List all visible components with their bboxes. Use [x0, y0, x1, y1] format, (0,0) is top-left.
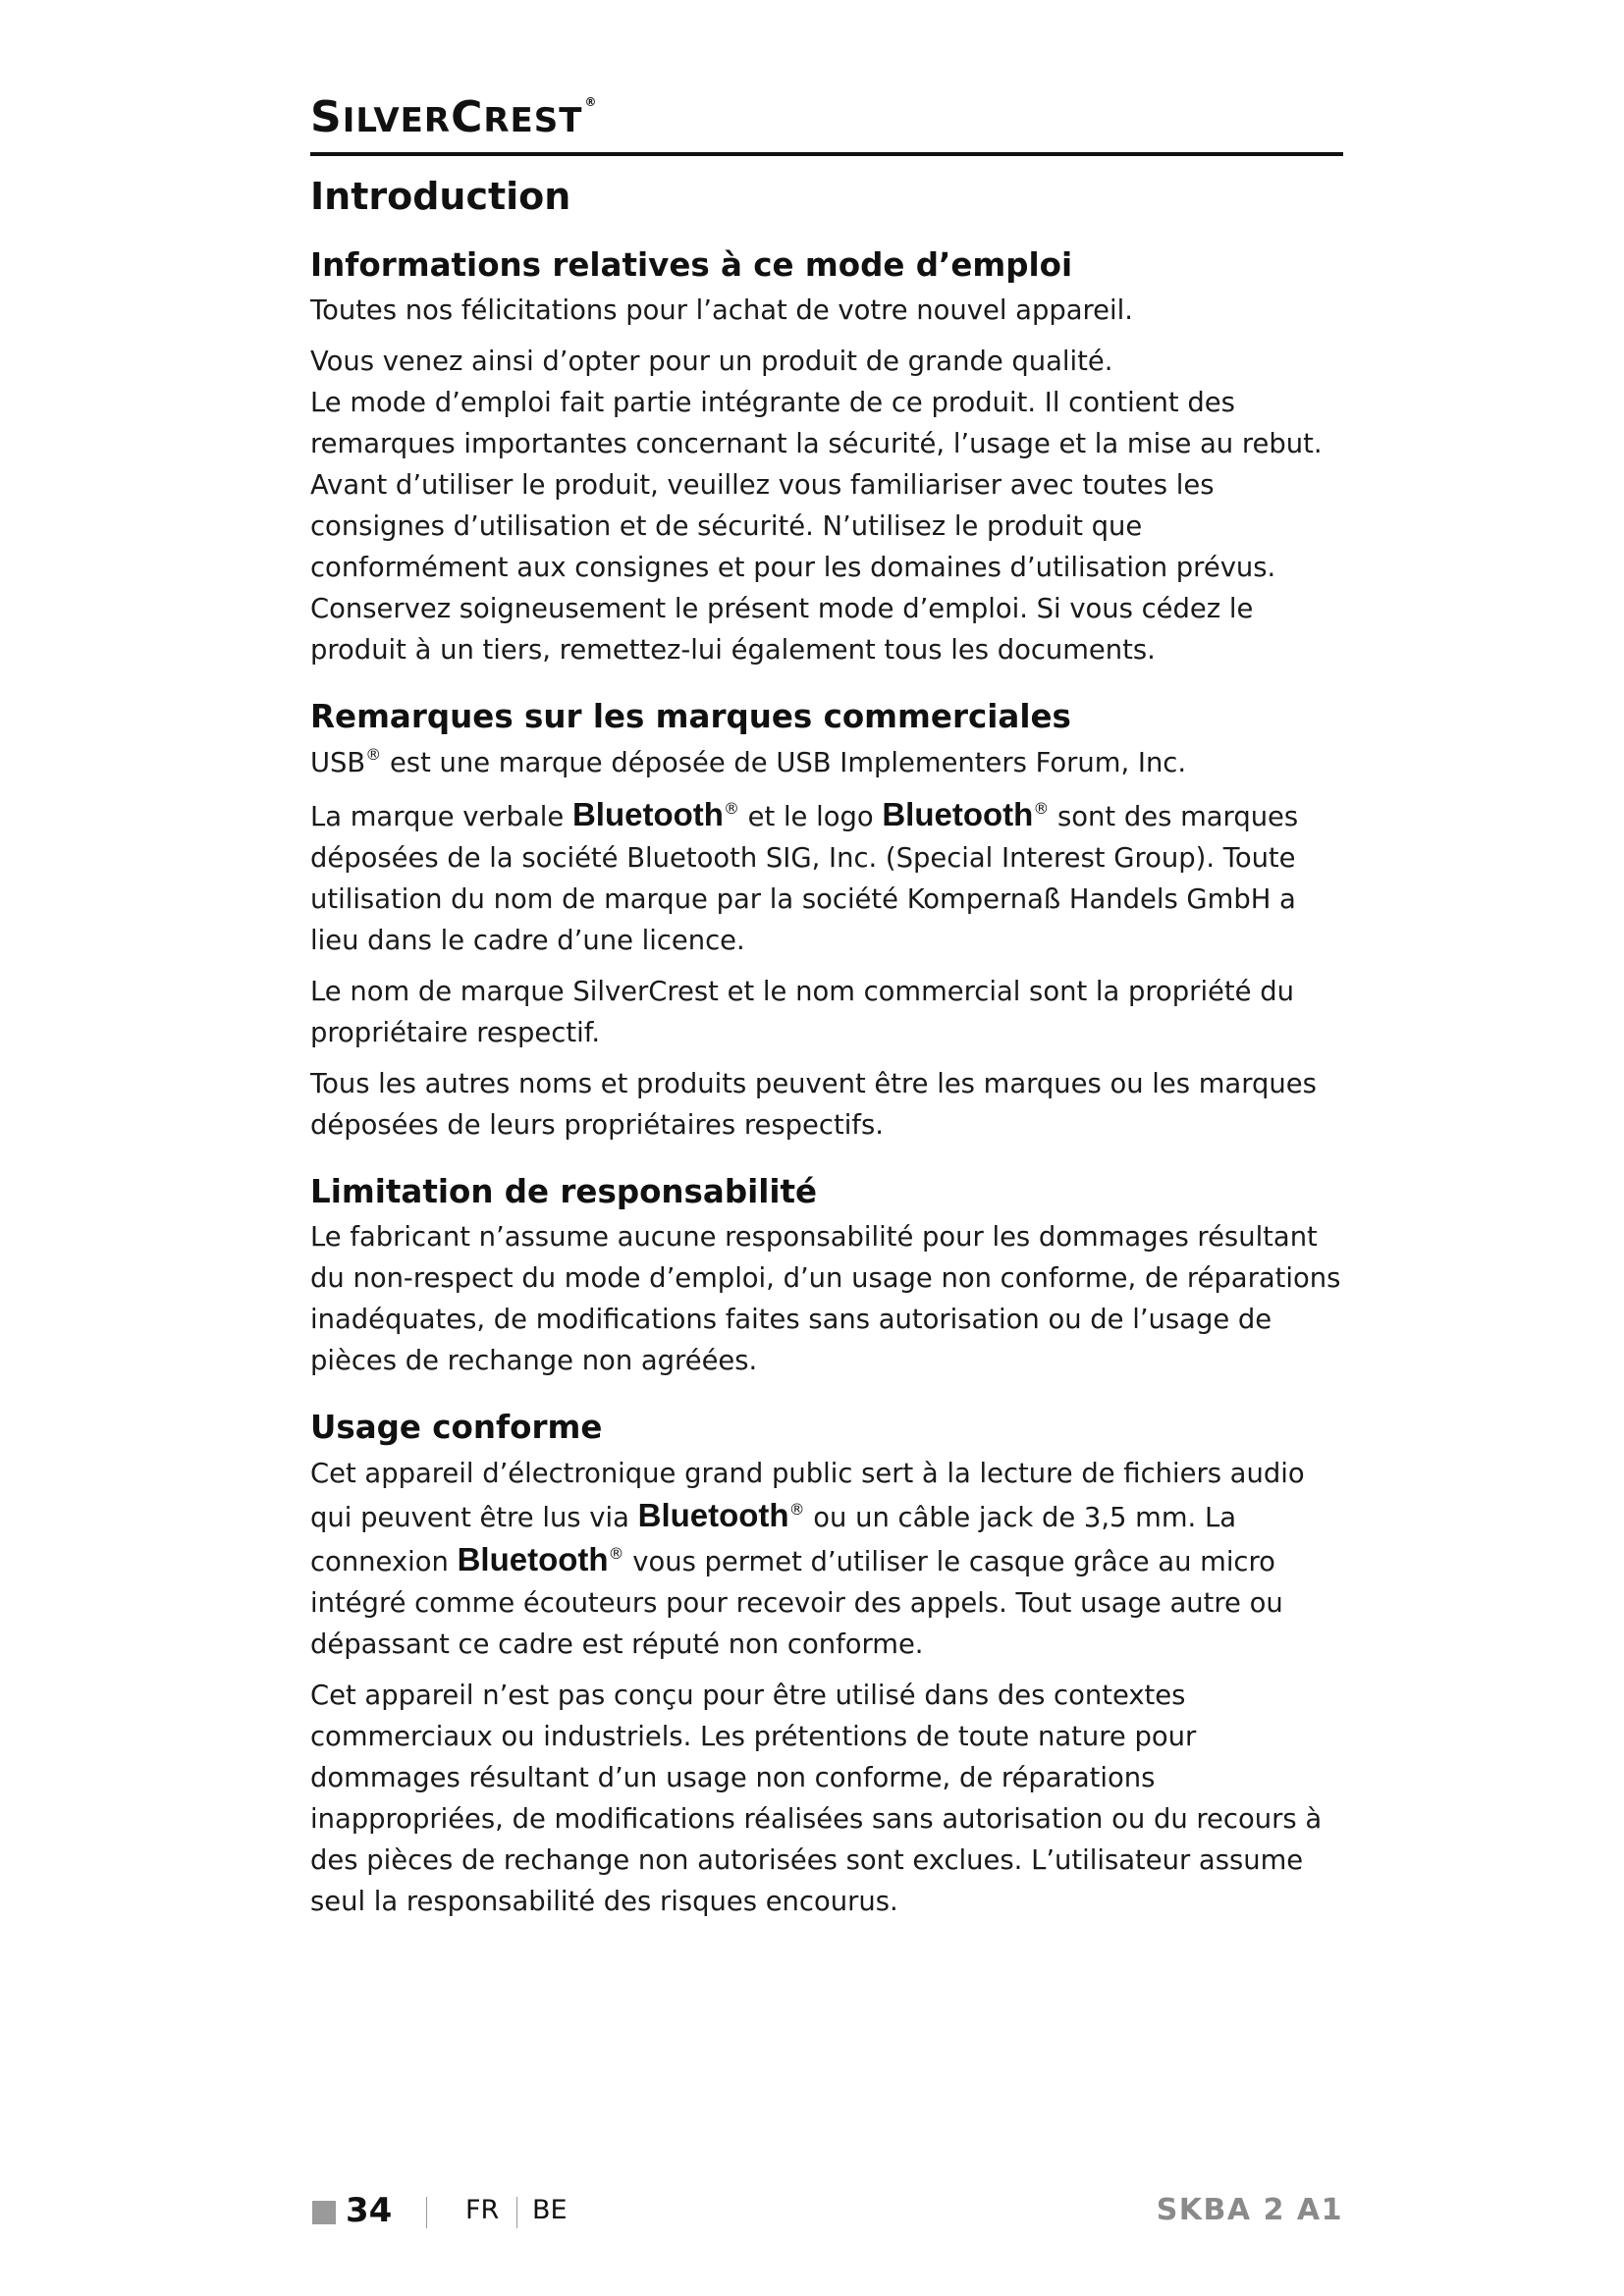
bluetooth-wordmark: Bluetooth — [571, 795, 724, 832]
footer-divider — [426, 2197, 427, 2228]
paragraph: Tous les autres noms et produits peuvent être les marques ou les marques déposées de leurs propriétaires respectifs. — [310, 1068, 1317, 1141]
section-info — [310, 245, 1347, 672]
bluetooth-wordmark: Bluetooth — [882, 795, 1034, 832]
header-rule — [310, 152, 1343, 156]
page-content — [310, 175, 1347, 1949]
language-fr: FR — [465, 2195, 500, 2225]
section-heading: Limitation de responsabilité — [310, 1172, 818, 1210]
brand-logo: SILVERCREST ® — [310, 92, 598, 142]
page-footer — [310, 2191, 1343, 2234]
paragraph: Le mode d’emploi fait partie intégrante de ce produit. Il contient des remarques importantes concernant la sécurité, l’usage et la mise au rebut. Avant d’utiliser le produit, veuillez vous familiariser avec toutes les consignes d’utilisation et de sécurité. N’utilisez le produit que conformément aux consignes et pour les domaines d’utilisation prévus. Conservez soigneusement le présent mode d’emploi. Si vous cédez le produit à un tiers, remettez-lui également tous les documents. — [310, 388, 1323, 667]
section-heading: Informations relatives à ce mode d’emploi — [310, 245, 1073, 284]
bluetooth-wordmark: Bluetooth — [637, 1497, 789, 1534]
page-number: 34 — [346, 2191, 393, 2230]
language-be: BE — [532, 2195, 568, 2225]
section-heading: Remarques sur les marques commerciales — [310, 698, 1071, 736]
paragraph-bluetooth: La marque verbale Bluetooth® et le logo Bluetooth® sont des marques déposées de la société Bluetooth SIG, Inc. (Special Interest Group). Toute utilisation du nom de marque par la société Kompernaß Handels GmbH a lieu dans le cadre d’une licence. — [310, 795, 1299, 956]
page-title: Introduction — [310, 175, 571, 218]
paragraph: Le nom de marque SilverCrest et le nom commercial sont la propriété du propriétaire respectif. — [310, 976, 1294, 1048]
section-heading: Usage conforme — [310, 1409, 603, 1447]
paragraph: Vous venez ainsi d’opter pour un produit de grande qualité. — [310, 347, 1113, 378]
paragraph: Toutes nos félicitations pour l’achat de votre nouvel appareil. — [310, 295, 1133, 327]
bluetooth-wordmark: Bluetooth — [457, 1541, 609, 1578]
paragraph-usage: Cet appareil d’électronique grand public sert à la lecture de fichiers audio qui peuvent être lus via Bluetooth® ou un câble jack de 3,5 mm. La connexion Bluetooth® vous permet d’utiliser le casque grâce au micro intégré comme écouteurs pour recevoir des appels. Tout usage autre ou dépassant ce cadre est réputé non conforme. — [310, 1459, 1305, 1661]
model-number: SKBA 2 A1 — [1156, 2193, 1343, 2227]
paragraph-usb: USB® est une marque déposée de USB Implementers Forum, Inc. — [310, 744, 1187, 778]
paragraph: Le fabricant n’assume aucune responsabilité pour les dommages résultant du non-respect du mode d’emploi, d’un usage non conforme, de réparations inadéquates, de modifications faites sans autorisation ou de l’usage de pièces de rechange non agréées. — [310, 1222, 1341, 1377]
section-trademarks — [310, 697, 1347, 1147]
paragraph: Cet appareil n’est pas conçu pour être utilisé dans des contextes commerciaux ou industriels. Les prétentions de toute nature pour dommages résultant d’un usage non conforme, de réparations inappropriées, de modifications réalisées sans autorisation ou du recours à des pièces de rechange non autorisées sont exclues. L’utilisateur assume seul la responsabilité des risques encourus. — [310, 1681, 1323, 1918]
page-marker-icon — [312, 2201, 336, 2224]
footer-divider — [516, 2197, 517, 2228]
section-usage — [310, 1408, 1347, 1923]
section-liability — [310, 1172, 1347, 1383]
